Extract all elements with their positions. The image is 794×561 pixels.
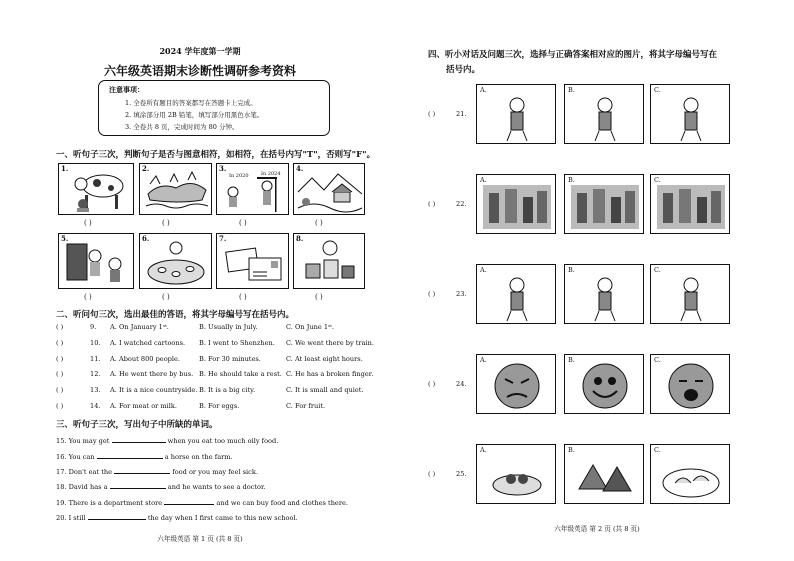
answer-paren[interactable]: ( ): [428, 110, 436, 118]
answer-paren[interactable]: ( ): [84, 219, 92, 227]
page-footer: 六年级英语 第 1 页 (共 8 页): [157, 535, 243, 543]
question-number: 11.: [90, 354, 101, 363]
section4-heading-cont: 括号内。: [446, 65, 481, 75]
answer-paren[interactable]: ( ): [239, 293, 247, 301]
answer-paren[interactable]: ( ): [428, 380, 436, 388]
option-letter: A.: [480, 176, 487, 184]
option-letter: C.: [654, 86, 661, 94]
picture-number: 7.: [219, 234, 227, 243]
making-dumplings-icon: [140, 234, 213, 290]
notice-heading: 注意事项：: [109, 85, 144, 94]
section1-heading: 一、听句子三次，判断句子是否与图意相符，如相符，在括号内写"T"，否则写"F"。: [56, 150, 376, 160]
fill-sentence: 17. Don't eat the food or you may feel sick.: [56, 468, 258, 476]
option-b[interactable]: B. He should take a rest.: [199, 370, 282, 379]
page-footer: 六年级英语 第 2 页 (共 8 页): [554, 525, 640, 533]
picture-number: 8.: [296, 234, 304, 243]
option-c[interactable]: C. We went there by train.: [286, 338, 374, 347]
option-letter: A.: [480, 86, 487, 94]
notice-item: 1. 全卷所有题目的答案都写在答题卡上完成。: [125, 99, 257, 107]
option-c[interactable]: C. It is small and quiet.: [286, 386, 364, 395]
picture-8: [293, 233, 365, 289]
answer-paren[interactable]: ( ): [428, 470, 436, 478]
picture-7: [216, 233, 289, 289]
answer-paren[interactable]: ( ): [162, 219, 170, 227]
rice-ball-bowl-icon: [477, 445, 557, 505]
section3-heading: 三、听句子三次，写出句子中所缺的单词。: [56, 420, 218, 430]
dragon-boat-icon: [140, 164, 213, 216]
option-letter: C.: [654, 176, 661, 184]
option-letter: B.: [568, 266, 575, 274]
child-planting-icon: [565, 85, 645, 145]
picture-option[interactable]: [564, 444, 644, 504]
picture-option[interactable]: [564, 84, 644, 144]
picture-option[interactable]: [476, 444, 556, 504]
fill-sentence: 16. You can a horse on the farm.: [56, 453, 233, 461]
option-c[interactable]: C. At least eight hours.: [286, 354, 363, 363]
answer-blank[interactable]: [88, 513, 146, 520]
section4-heading: 四、听小对话及问题三次，选择与正确答案相对应的图片，将其字母编号写在: [428, 50, 718, 60]
watering-tree-icon: [651, 85, 731, 145]
question-number: 24.: [456, 380, 467, 388]
zongzi-icon: [565, 445, 645, 505]
option-letter: B.: [568, 356, 575, 364]
picture-option[interactable]: [650, 444, 730, 504]
option-a[interactable]: A. I watched cartoons.: [110, 338, 186, 347]
option-letter: C.: [654, 446, 661, 454]
option-c[interactable]: C. On June 1ˢᵗ.: [286, 323, 335, 331]
dumplings-plate-icon: [651, 445, 731, 505]
option-letter: C.: [654, 266, 661, 274]
answer-blank[interactable]: [97, 452, 163, 459]
option-a[interactable]: A. About 800 people.: [110, 354, 181, 363]
picture-6: [139, 233, 212, 289]
picture-number: 4.: [296, 164, 304, 173]
picture-number: 6.: [142, 234, 150, 243]
answer-paren[interactable]: ( ): [428, 200, 436, 208]
option-b[interactable]: B. Usually in July.: [199, 323, 258, 331]
doorway-greeting-icon: [59, 234, 135, 290]
countryside-icon: [294, 164, 366, 216]
fill-sentence: 15. You may get when you eat too much oily food.: [56, 437, 279, 445]
option-letter: C.: [654, 356, 661, 364]
fill-sentence: 20. I still the day when I first came to this new school.: [56, 514, 298, 522]
option-letter: A.: [480, 266, 487, 274]
answer-paren[interactable]: ( ): [56, 323, 64, 331]
picture-option[interactable]: [564, 264, 644, 324]
option-letter: B.: [568, 446, 575, 454]
option-letter: A.: [480, 356, 487, 364]
question-number: 9.: [90, 323, 97, 331]
option-a[interactable]: A. It is a nice countryside.: [110, 386, 198, 395]
question-number: 14.: [90, 402, 101, 410]
question-number: 10.: [90, 338, 101, 347]
option-letter: B.: [568, 176, 575, 184]
picture-2: [139, 163, 212, 215]
answer-paren[interactable]: ( ): [56, 386, 64, 395]
question-number: 12.: [90, 370, 101, 379]
cow-milking-icon: [59, 164, 135, 216]
answer-paren[interactable]: ( ): [56, 338, 64, 347]
picture-option[interactable]: [650, 354, 730, 414]
answer-paren[interactable]: ( ): [315, 293, 323, 301]
question-number: 21.: [456, 110, 467, 118]
toothache-icon: [651, 265, 731, 325]
question-number: 22.: [456, 200, 467, 208]
option-b[interactable]: B. I went to Shenzhen.: [199, 338, 275, 347]
section2-heading: 二、听问句三次，选出最佳的答语，将其字母编号写在括号内。: [56, 310, 295, 320]
child-growing-icon: [217, 164, 290, 216]
picture-4: [293, 163, 365, 215]
picture-number: 1.: [61, 164, 69, 173]
answer-paren[interactable]: ( ): [84, 293, 92, 301]
year-label: In 2024: [261, 171, 281, 177]
option-c[interactable]: C. For fruit.: [286, 402, 326, 410]
picture-option[interactable]: [476, 84, 556, 144]
answer-paren[interactable]: ( ): [239, 219, 247, 227]
picture-number: 2.: [142, 164, 150, 173]
question-number: 23.: [456, 290, 467, 298]
city-street-icon: [477, 175, 557, 235]
option-a[interactable]: A. He went there by bus.: [110, 370, 194, 379]
farmer-icon: [477, 85, 557, 145]
option-b[interactable]: B. It is a big city.: [199, 386, 256, 395]
option-b[interactable]: B. For eggs.: [199, 402, 240, 410]
answer-paren[interactable]: ( ): [56, 402, 64, 410]
answer-blank[interactable]: [112, 436, 166, 443]
answer-blank[interactable]: [110, 482, 166, 489]
answer-paren[interactable]: ( ): [428, 290, 436, 298]
picture-1: [58, 163, 134, 215]
option-letter: A.: [480, 446, 487, 454]
option-b[interactable]: B. For 30 minutes.: [199, 354, 261, 363]
picture-option[interactable]: [476, 354, 556, 414]
question-number: 13.: [90, 386, 101, 395]
answer-blank[interactable]: [164, 498, 214, 505]
right-page: [400, 0, 794, 561]
answer-paren[interactable]: ( ): [56, 370, 64, 379]
picture-5: [58, 233, 134, 289]
answer-paren[interactable]: ( ): [315, 219, 323, 227]
notice-item: 2. 填涂部分用 2B 铅笔，填写部分用黑色水笔。: [125, 111, 264, 119]
picture-option[interactable]: [476, 174, 556, 234]
crutches-icon: [565, 265, 645, 325]
happy-face-icon: [565, 355, 645, 415]
skyline-icon: [651, 175, 731, 235]
fill-sentence: 19. There is a department store and we can buy food and clothes there.: [56, 499, 348, 507]
picture-number: 5.: [61, 234, 69, 243]
notice-box: [98, 80, 330, 136]
river-city-icon: [565, 175, 645, 235]
notice-item: 3. 全卷共 8 页，完成时间为 80 分钟。: [125, 123, 239, 131]
fill-sentence: 18. David has a and he wants to see a doctor.: [56, 483, 266, 491]
picture-option[interactable]: [564, 174, 644, 234]
answer-paren[interactable]: ( ): [162, 293, 170, 301]
school-year: 2024 学年度第一学期: [159, 46, 241, 56]
picture-option[interactable]: [650, 174, 730, 234]
answer-paren[interactable]: ( ): [56, 354, 64, 363]
picture-number: 3.: [219, 164, 227, 173]
paper-title: 六年级英语期末诊断性调研参考资料: [103, 64, 296, 78]
postcards-icon: [217, 234, 290, 290]
answer-blank[interactable]: [114, 467, 170, 474]
year-label: In 2020: [229, 173, 249, 179]
question-number: 25.: [456, 470, 467, 478]
option-a[interactable]: A. For meat or milk.: [110, 402, 177, 410]
sneezing-boy-icon: [477, 265, 557, 325]
picture-option[interactable]: [650, 84, 730, 144]
angry-face-icon: [477, 355, 557, 415]
crying-face-icon: [651, 355, 731, 415]
picture-option[interactable]: [564, 354, 644, 414]
picture-option[interactable]: [476, 264, 556, 324]
option-c[interactable]: C. He has a broken finger.: [286, 370, 374, 379]
option-a[interactable]: A. On January 1ˢᵗ.: [110, 323, 169, 331]
gifts-icon: [294, 234, 366, 290]
picture-option[interactable]: [650, 264, 730, 324]
option-letter: B.: [568, 86, 575, 94]
picture-3: [216, 163, 289, 215]
